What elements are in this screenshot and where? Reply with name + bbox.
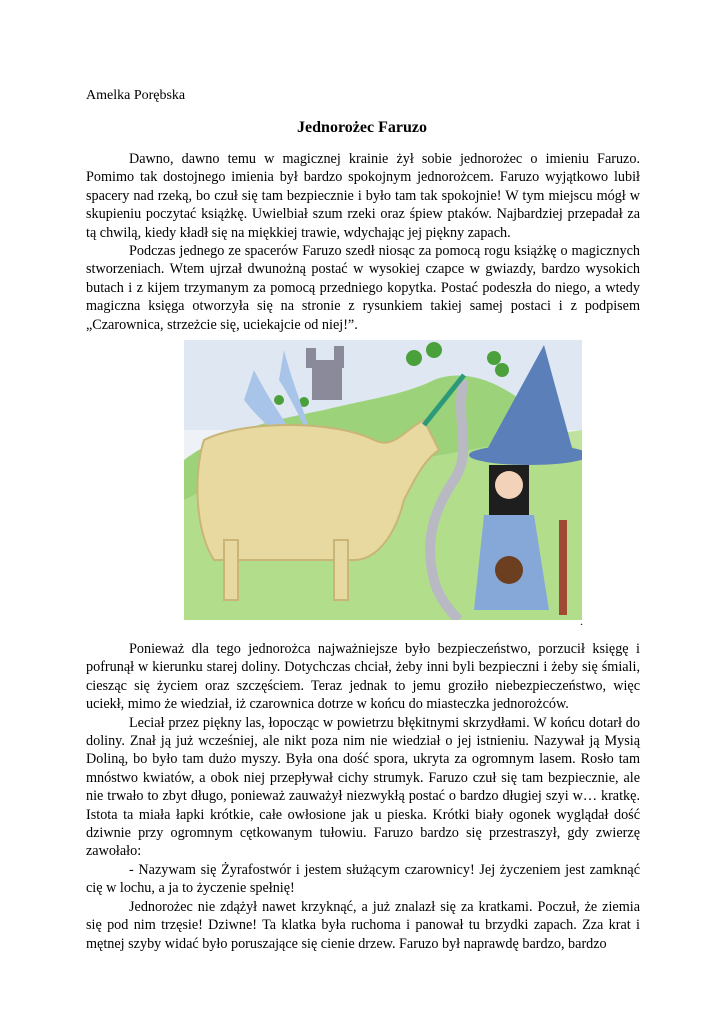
paragraph: Podczas jednego ze spacerów Faruzo szedł niosąc za pomocą rogu książkę o magicznych stworzeniach. Wtem ujrzał dwunożną postać w wysokiej czapce w gwiazdy, bardzo wysokich butach i z kijem trzymanym za pomocą przedniego kopytka. Postać podeszła do niego, a wtedy magiczna księga otworzyła się na stronie z rysunkiem takiej samej postaci i z podpisem „Czarownica, strzeżcie się, uciekajcie od niej!”. (86, 243, 640, 333)
story-part-1 (86, 150, 640, 334)
paragraph: Dawno, dawno temu w magicznej krainie żył sobie jednorożec o imieniu Faruzo. Pomimo tak dostojnego imienia był bardzo spokojnym jednorożcem. Faruzo wyjątkowo lubił spacery nad rzeką, bo czuł się tam bezpiecznie i było tam tak spokojnie! W tym miejscu mógł w skupieniu poczytać książkę. Uwielbiał szum rzeki oraz śpiew ptaków. Najbardziej przepadał za tą chwilą, kiedy kładł się na miękkiej trawie, wdychając jej piękny zapach. (86, 151, 640, 241)
unicorn-witch-drawing (184, 340, 582, 620)
paragraph: - Nazywam się Żyrafostwór i jestem służącym czarownicy! Jej życzeniem jest zamknąć cię w lochu, a ja to życzenie spełnię! (86, 861, 640, 897)
story-part-2 (86, 640, 640, 953)
paragraph: Leciał przez piękny las, łopocząc w powietrzu błękitnymi skrzydłami. W końcu dotarł do doliny. Znał ją już wcześniej, ale nikt poza nim nie wiedział o jej istnieniu. Nazywał ją Mysią Doliną, bo było tam dużo myszy. Była ona dość spora, ukryta za ogromnym lasem. Rosło tam mnóstwo kwiatów, a obok niej przepływał cichy strumyk. Faruzo czuł się tam bezpiecznie, ale nie trwało to zbyt długo, ponieważ zauważył niezwykłą postać o bardzo długiej szyi w… kratkę. Istota ta miała łapki krótkie, całe owłosione jak u pieska. Krótki biały ogonek wyglądał dość dziwnie przy ogromnym cętkowanym tułowiu. Faruzo bardzo się przestraszył, gdy zwierzę zawołało: (86, 714, 640, 860)
stray-dot: . (580, 614, 583, 628)
story-title: Jednorożec Faruzo (297, 119, 427, 136)
paragraph: Ponieważ dla tego jednorożca najważniejsze było bezpieczeństwo, porzucił księgę i pofrunął w kierunku starej doliny. Dotychczas chciał, żeby inni byli bezpieczni i żeby się śmiali, ciesząc się życiem oraz szczęściem. Teraz jednak to jemu groziło niebezpieczeństwo, więc uciekł, mimo że wiedział, iż czarownica dotrze w końcu do miasteczka jednorożców. (86, 641, 640, 713)
paragraph: Jednorożec nie zdążył nawet krzyknąć, a już znalazł się za kratkami. Poczuł, że ziemia się pod nim trzęsie! Dziwne! Ta klatka była ruchoma i panował tu brzydki zapach. Zza krat i mętnej szyby widać było poruszające się cienie drzew. Faruzo był naprawdę bardzo, bardzo (86, 898, 640, 952)
author-name: Amelka Porębska (86, 88, 186, 103)
